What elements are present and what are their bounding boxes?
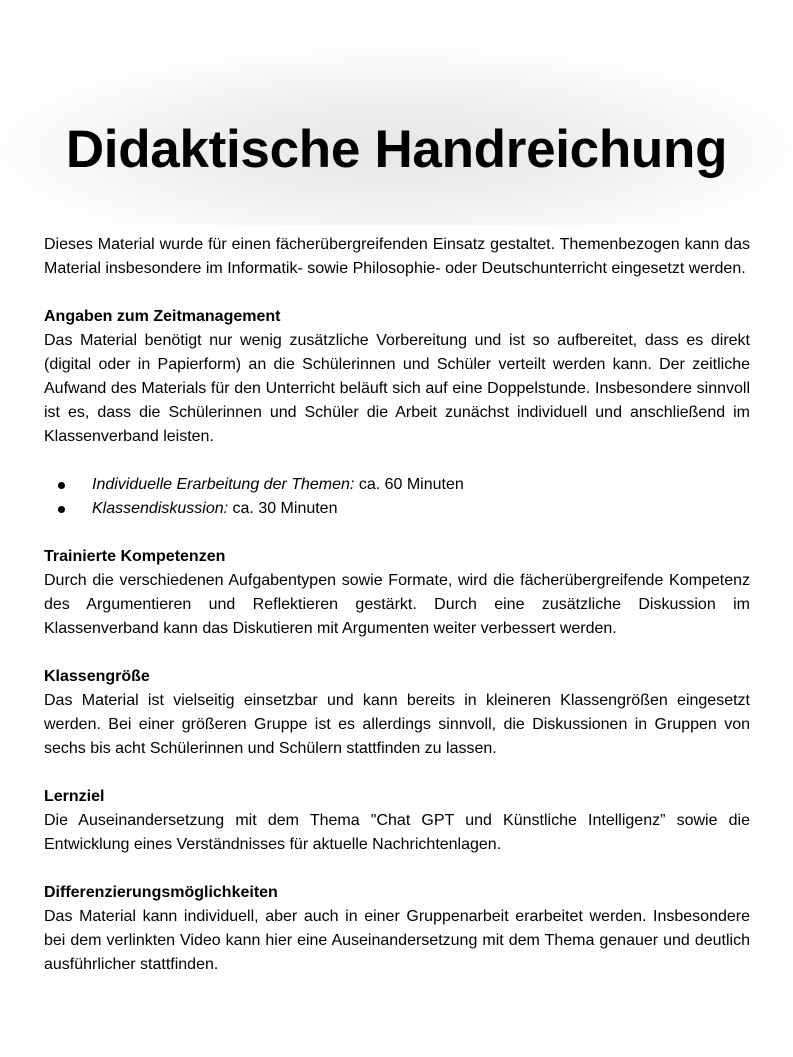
bullet-label: Klassendiskussion: [92,500,229,517]
section-differenzierung [44,881,750,977]
section-heading: Klassengröße [44,668,150,685]
section-body: Das Material ist vielseitig einsetzbar und kann bereits in kleineren Klassengrößen eingesetzt werden. Bei einer größeren Gruppe ist es allerdings sinnvoll, die Diskussionen in Gruppen von sechs bis acht Schülerinnen und Schülern stattfinden zu lassen. [44,692,750,757]
section-heading: Differenzierungsmöglichkeiten [44,884,278,901]
section-heading: Lernziel [44,788,105,805]
bullet-icon [58,506,65,513]
title-banner [0,0,793,225]
time-bullet-list [44,473,750,521]
list-item [44,497,750,521]
section-heading: Angaben zum Zeitmanagement [44,308,281,325]
bullet-value: ca. 60 Minuten [354,476,464,493]
intro-paragraph: Dieses Material wurde für einen fächerübergreifenden Einsatz gestaltet. Themenbezogen kann das Material insbesondere im Informatik- sowie Philosophie- oder Deutschunterricht eingesetzt werden. [44,236,750,277]
section-body: Die Auseinandersetzung mit dem Thema "Chat GPT und Künstliche Intelligenz” sowie die Entwicklung eines Verständnisses für aktuelle Nachrichtenlagen. [44,812,750,853]
section-body: Durch die verschiedenen Aufgabentypen sowie Formate, wird die fächerübergreifende Kompetenz des Argumentieren und Reflektieren gestärkt. Durch eine zusätzliche Diskussion im Klassenverband kann das Diskutieren mit Argumenten weiter verbessert werden. [44,572,750,637]
section-klassengroesse [44,665,750,761]
bullet-icon [58,482,65,489]
bullet-label: Individuelle Erarbeitung der Themen: [92,476,355,493]
section-kompetenzen [44,545,750,641]
section-heading: Trainierte Kompetenzen [44,548,226,565]
section-body: Das Material benötigt nur wenig zusätzliche Vorbereitung und ist so aufbereitet, dass es direkt (digital oder in Papierform) an die Schülerinnen und Schüler verteilt werden kann. Der zeitliche Aufwand des Materials für den Unterricht beläuft sich auf eine Doppelstunde. Insbesondere sinnvoll ist es, dass die Schülerinnen und Schüler die Arbeit zunächst individuell und anschließend im Klassenverband leisten. [44,332,750,445]
section-zeitmanagement [44,305,750,521]
document-body [44,233,750,977]
page-title: Didaktische Handreichung [65,120,728,179]
list-item [44,473,750,497]
section-body: Das Material kann individuell, aber auch in einer Gruppenarbeit erarbeitet werden. Insbesondere bei dem verlinkten Video kann hier eine Auseinandersetzung mit dem Thema genauer und deutlich ausführlicher stattfinden. [44,908,750,973]
section-lernziel [44,785,750,857]
bullet-value: ca. 30 Minuten [228,500,338,517]
